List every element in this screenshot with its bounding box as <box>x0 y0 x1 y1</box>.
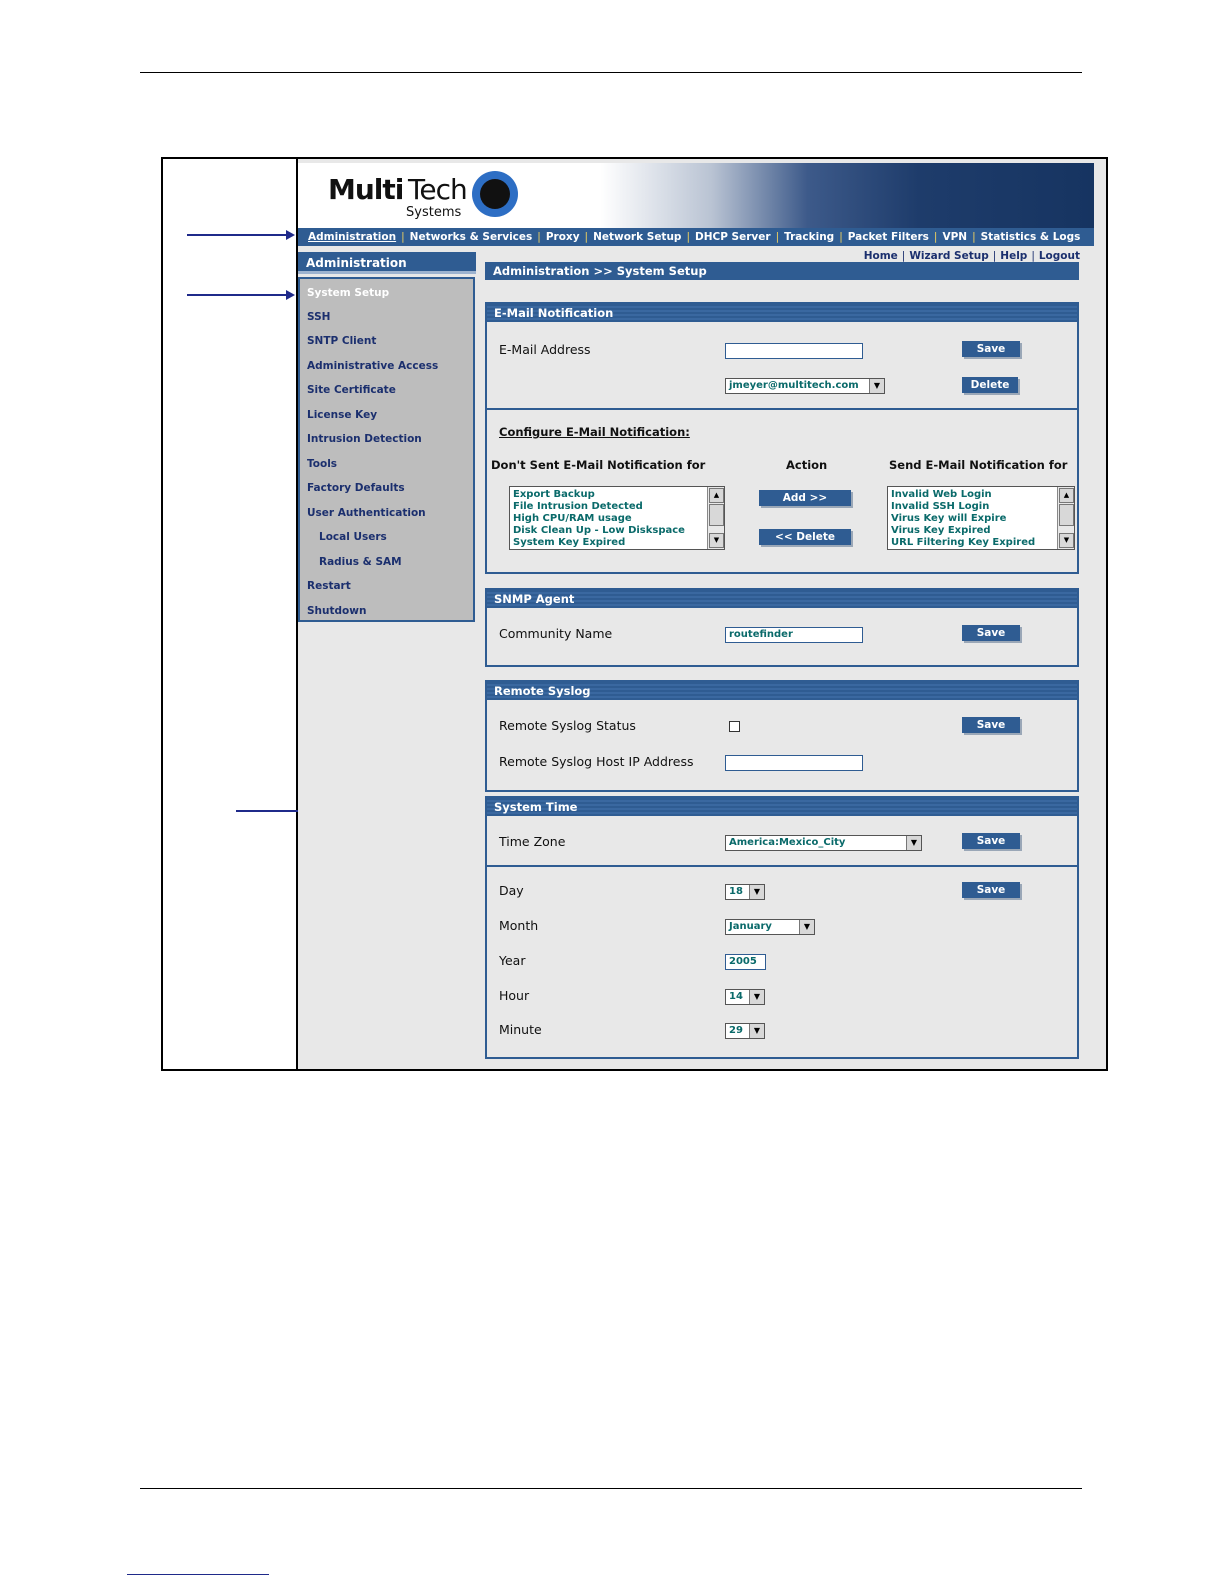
sidebar-item-site-certificate[interactable]: Site Certificate <box>307 384 396 396</box>
snmp-save-button[interactable]: Save <box>962 625 1020 641</box>
scroll-down-icon[interactable]: ▼ <box>1059 533 1074 548</box>
email-panel-divider <box>487 408 1077 410</box>
link-wizard-setup[interactable]: Wizard Setup <box>909 250 989 262</box>
list-item[interactable]: Invalid Web Login <box>891 489 992 500</box>
nav-separator: | <box>972 231 976 243</box>
send-header: Send E-Mail Notification for <box>889 458 1068 472</box>
email-address-label: E-Mail Address <box>499 342 591 357</box>
year-label: Year <box>499 953 526 968</box>
chevron-down-icon[interactable]: ▼ <box>906 836 921 850</box>
scrollbar[interactable] <box>1057 487 1074 549</box>
email-notification-panel <box>485 302 1079 574</box>
list-item[interactable]: Invalid SSH Login <box>891 501 990 512</box>
multitech-logo <box>328 171 518 219</box>
time-zone-label: Time Zone <box>499 834 566 849</box>
hour-label: Hour <box>499 988 530 1003</box>
nav-separator: | <box>401 231 405 243</box>
nav-statistics-logs[interactable]: Statistics & Logs <box>980 231 1081 243</box>
scrollbar-thumb[interactable] <box>1059 504 1074 526</box>
scroll-down-icon[interactable]: ▼ <box>709 533 724 548</box>
nav-separator: | <box>839 231 843 243</box>
email-address-select-value: jmeyer@multitech.com <box>729 380 859 391</box>
link-logout[interactable]: Logout <box>1038 250 1080 262</box>
link-home[interactable]: Home <box>863 250 898 262</box>
time-zone-save-button[interactable]: Save <box>962 833 1020 849</box>
remove-button[interactable]: << Delete <box>759 529 851 545</box>
time-zone-select[interactable] <box>725 835 922 851</box>
utility-links <box>864 250 1080 262</box>
snmp-panel-title: SNMP Agent <box>487 590 1077 608</box>
nav-separator: | <box>686 231 690 243</box>
nav-networks-services[interactable]: Networks & Services <box>409 231 533 243</box>
email-address-select[interactable] <box>725 378 885 394</box>
minute-select[interactable] <box>725 1023 765 1039</box>
list-item[interactable]: System Key Expired <box>513 537 626 548</box>
sidebar-item-user-authentication[interactable]: User Authentication <box>307 507 426 519</box>
day-value: 18 <box>729 886 743 897</box>
day-label: Day <box>499 883 524 898</box>
top-navigation <box>298 228 1094 246</box>
sidebar-item-intrusion-detection[interactable]: Intrusion Detection <box>307 433 422 445</box>
email-delete-button[interactable]: Delete <box>962 377 1018 393</box>
system-time-panel <box>485 796 1079 1059</box>
year-input[interactable]: 2005 <box>725 954 766 970</box>
systime-panel-divider <box>487 865 1077 867</box>
email-save-button[interactable]: Save <box>962 341 1020 357</box>
chevron-down-icon[interactable]: ▼ <box>749 990 764 1004</box>
dont-send-header: Don't Sent E-Mail Notification for <box>491 458 706 472</box>
send-listbox[interactable] <box>887 486 1075 550</box>
scroll-up-icon[interactable]: ▲ <box>1059 488 1074 503</box>
chevron-down-icon[interactable]: ▼ <box>749 885 764 899</box>
nav-dhcp-server[interactable]: DHCP Server <box>695 231 771 243</box>
syslog-host-input[interactable] <box>725 755 863 771</box>
configure-email-heading: Configure E-Mail Notification: <box>499 425 690 439</box>
list-item[interactable]: High CPU/RAM usage <box>513 513 632 524</box>
sidebar-item-restart[interactable]: Restart <box>307 580 351 592</box>
list-item[interactable]: Disk Clean Up - Low Diskspace <box>513 525 685 536</box>
add-button[interactable]: Add >> <box>759 490 851 506</box>
page-header-rule <box>140 72 1082 73</box>
hour-select[interactable] <box>725 989 765 1005</box>
sidebar-menu <box>298 277 475 622</box>
email-address-input[interactable] <box>725 343 863 359</box>
syslog-status-label: Remote Syslog Status <box>499 718 636 733</box>
month-label: Month <box>499 918 539 933</box>
nav-administration[interactable]: Administration <box>308 231 397 243</box>
sidebar-item-shutdown[interactable]: Shutdown <box>307 605 367 617</box>
footer-link-underline <box>127 1574 269 1575</box>
month-value: January <box>729 921 772 932</box>
nav-network-setup[interactable]: Network Setup <box>593 231 682 243</box>
page-footer-rule <box>140 1488 1082 1489</box>
breadcrumb: Administration >> System Setup <box>485 262 1079 280</box>
list-item[interactable]: Virus Key will Expire <box>891 513 1007 524</box>
nav-packet-filters[interactable]: Packet Filters <box>847 231 929 243</box>
scrollbar[interactable] <box>707 487 724 549</box>
date-time-save-button[interactable]: Save <box>962 882 1020 898</box>
syslog-save-button[interactable]: Save <box>962 717 1020 733</box>
list-item[interactable]: URL Filtering Key Expired <box>891 537 1036 548</box>
sidebar-item-license-key[interactable]: License Key <box>307 409 378 421</box>
callout-arrow-topnav <box>187 234 286 236</box>
remote-syslog-panel <box>485 680 1079 792</box>
list-item[interactable]: Virus Key Expired <box>891 525 991 536</box>
nav-separator: | <box>775 231 780 243</box>
list-item[interactable]: Export Backup <box>513 489 595 500</box>
email-panel-title: E-Mail Notification <box>487 304 1077 322</box>
callout-arrow-sidebar <box>187 294 286 296</box>
sidebar-item-local-users[interactable]: Local Users <box>319 531 387 543</box>
link-help[interactable]: Help <box>1000 250 1028 262</box>
arrow-right-icon <box>286 230 295 240</box>
nav-vpn[interactable]: VPN <box>942 231 968 243</box>
logo-multi-text: Multi <box>328 173 404 206</box>
sidebar-item-tools[interactable]: Tools <box>307 458 338 470</box>
syslog-host-label: Remote Syslog Host IP Address <box>499 754 694 769</box>
sidebar-item-administrative-access[interactable]: Administrative Access <box>307 360 439 372</box>
sidebar-item-sntp-client[interactable]: SNTP Client <box>307 335 377 347</box>
snmp-agent-panel <box>485 588 1079 667</box>
syslog-status-checkbox[interactable] <box>729 721 740 732</box>
nav-separator: | <box>584 231 589 243</box>
router-admin-window <box>298 159 1106 1069</box>
logo-tech-text: Tech <box>408 173 467 206</box>
nav-separator: | <box>537 231 541 243</box>
list-item[interactable]: File Intrusion Detected <box>513 501 643 512</box>
utility-separator: | <box>901 250 906 262</box>
community-name-label: Community Name <box>499 626 613 641</box>
scroll-up-icon[interactable]: ▲ <box>709 488 724 503</box>
utility-separator: | <box>992 250 997 262</box>
sidebar-title: Administration <box>298 252 476 274</box>
chevron-down-icon[interactable]: ▼ <box>799 920 814 934</box>
arrow-right-icon <box>286 290 295 300</box>
nav-separator: | <box>933 231 938 243</box>
sidebar-item-radius-sam[interactable]: Radius & SAM <box>319 556 402 568</box>
logo-systems-text: Systems <box>406 205 462 220</box>
nav-tracking[interactable]: Tracking <box>784 231 835 243</box>
header-banner <box>298 163 1094 228</box>
month-select[interactable] <box>725 919 815 935</box>
sidebar-item-factory-defaults[interactable]: Factory Defaults <box>307 482 405 494</box>
community-name-input[interactable]: routefinder <box>725 627 863 643</box>
nav-proxy[interactable]: Proxy <box>545 231 580 243</box>
dont-send-listbox[interactable] <box>509 486 725 550</box>
sidebar-item-system-setup[interactable]: System Setup <box>307 287 390 299</box>
action-header: Action <box>786 458 828 472</box>
chevron-down-icon[interactable]: ▼ <box>869 379 884 393</box>
systime-panel-title: System Time <box>487 798 1077 816</box>
logo-circle-icon <box>472 171 518 217</box>
sidebar-item-ssh[interactable]: SSH <box>307 311 331 323</box>
chevron-down-icon[interactable]: ▼ <box>749 1024 764 1038</box>
minute-label: Minute <box>499 1022 542 1037</box>
scrollbar-thumb[interactable] <box>709 504 724 526</box>
syslog-panel-title: Remote Syslog <box>487 682 1077 700</box>
hour-value: 14 <box>729 991 743 1002</box>
utility-separator: | <box>1031 250 1035 262</box>
time-zone-value: America:Mexico_City <box>729 837 846 848</box>
day-select[interactable] <box>725 884 765 900</box>
minute-value: 29 <box>729 1025 743 1036</box>
